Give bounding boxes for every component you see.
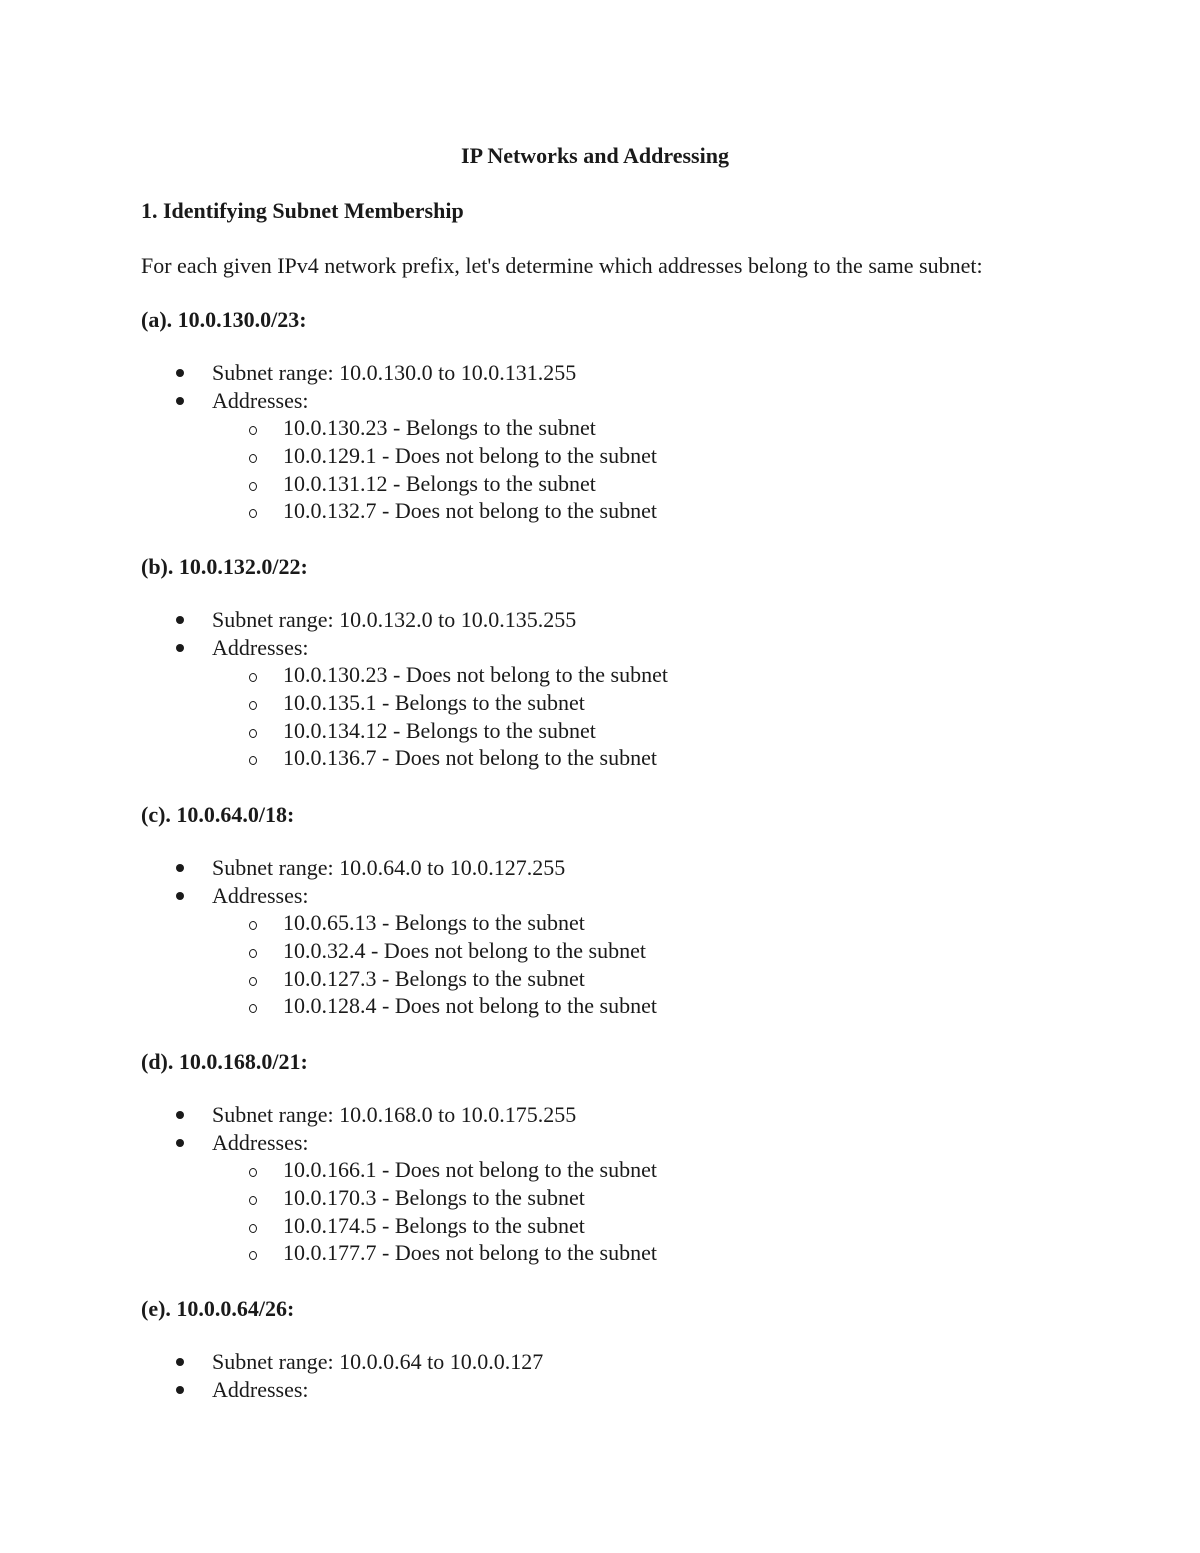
subnet-range-item (141, 359, 1141, 387)
address-item (212, 497, 1141, 525)
addresses-item (141, 1129, 1141, 1268)
subnet-range-text: Subnet range: 10.0.168.0 to 10.0.175.255 (212, 1102, 577, 1127)
circle-bullet-icon (249, 701, 257, 710)
section-heading: 1. Identifying Subnet Membership (141, 198, 464, 223)
circle-bullet-icon (249, 1004, 257, 1013)
address-text: 10.0.131.12 - Belongs to the subnet (283, 470, 596, 496)
address-list (212, 414, 1141, 525)
bullet-icon (176, 1386, 184, 1394)
subnet-label: (c). 10.0.64.0/18: (141, 802, 295, 827)
circle-bullet-icon (249, 509, 257, 518)
address-text: 10.0.166.1 - Does not belong to the subnet (283, 1157, 657, 1182)
address-item (212, 470, 1141, 498)
subnet-range-item (141, 1348, 1141, 1376)
circle-bullet-icon (249, 949, 257, 958)
address-item (212, 937, 1141, 965)
circle-bullet-icon (249, 1168, 257, 1177)
bullet-icon (176, 864, 184, 872)
address-list (212, 909, 1141, 1020)
circle-bullet-icon (249, 673, 257, 682)
bullet-icon (176, 1111, 184, 1119)
subnet-block-e (141, 1294, 1141, 1403)
subnet-details (141, 359, 1141, 525)
address-list (212, 661, 1141, 772)
circle-bullet-icon (249, 1224, 257, 1233)
circle-bullet-icon (249, 921, 257, 930)
address-text: 10.0.32.4 - Does not belong to the subnet (283, 937, 646, 963)
subnet-range-item (141, 606, 1141, 634)
address-text: 10.0.132.7 - Does not belong to the subnet (283, 498, 657, 524)
address-item (212, 689, 1141, 717)
addresses-label: Addresses: (212, 1129, 309, 1155)
circle-bullet-icon (249, 756, 257, 765)
address-text: 10.0.136.7 - Does not belong to the subnet (283, 745, 657, 771)
subnet-range-item (141, 1101, 1141, 1129)
address-text: 10.0.174.5 - Belongs to the subnet (283, 1212, 585, 1238)
circle-bullet-icon (249, 426, 257, 435)
bullet-icon (176, 1139, 184, 1147)
address-item (212, 1156, 1141, 1184)
subnet-range-text: Subnet range: 10.0.130.0 to 10.0.131.255 (212, 360, 577, 385)
page-title: IP Networks and Addressing (461, 143, 729, 168)
subnet-details (141, 606, 1141, 772)
circle-bullet-icon (249, 482, 257, 491)
subnet-block-c (141, 800, 1141, 1020)
subnet-label: (e). 10.0.0.64/26: (141, 1296, 295, 1321)
address-text: 10.0.130.23 - Belongs to the subnet (283, 415, 596, 440)
subnet-details (141, 1101, 1141, 1267)
address-text: 10.0.129.1 - Does not belong to the subnet (283, 442, 657, 468)
address-item (212, 1212, 1141, 1240)
address-text: 10.0.127.3 - Belongs to the subnet (283, 965, 585, 991)
intro-paragraph: For each given IPv4 network prefix, let's determine which addresses belong to the same subnet: (141, 253, 983, 278)
subnet-label: (b). 10.0.132.0/22: (141, 554, 308, 579)
bullet-icon (176, 397, 184, 405)
subnet-range-text: Subnet range: 10.0.132.0 to 10.0.135.255 (212, 607, 577, 632)
addresses-item (141, 1376, 1141, 1404)
circle-bullet-icon (249, 1251, 257, 1260)
bullet-icon (176, 644, 184, 652)
address-item (212, 744, 1141, 772)
address-item (212, 1239, 1141, 1267)
subnet-range-item (141, 854, 1141, 882)
circle-bullet-icon (249, 977, 257, 986)
address-text: 10.0.65.13 - Belongs to the subnet (283, 910, 585, 935)
subnet-block-b (141, 552, 1141, 772)
address-item (212, 1184, 1141, 1212)
subnet-block-d (141, 1047, 1141, 1267)
addresses-label: Addresses: (212, 882, 309, 908)
subnet-label: (a). 10.0.130.0/23: (141, 307, 307, 332)
addresses-label: Addresses: (212, 1376, 309, 1402)
subnet-label: (d). 10.0.168.0/21: (141, 1049, 308, 1074)
bullet-icon (176, 892, 184, 900)
addresses-label: Addresses: (212, 387, 309, 413)
address-item (212, 965, 1141, 993)
subnet-details (141, 1348, 1141, 1403)
circle-bullet-icon (249, 454, 257, 463)
addresses-item (141, 634, 1141, 773)
address-text: 10.0.130.23 - Does not belong to the subnet (283, 662, 668, 687)
address-text: 10.0.177.7 - Does not belong to the subnet (283, 1240, 657, 1266)
address-item (212, 661, 1141, 689)
addresses-label: Addresses: (212, 634, 309, 660)
circle-bullet-icon (249, 1196, 257, 1205)
address-item (212, 717, 1141, 745)
address-text: 10.0.135.1 - Belongs to the subnet (283, 689, 585, 715)
bullet-icon (176, 616, 184, 624)
bullet-icon (176, 1358, 184, 1366)
address-text: 10.0.170.3 - Belongs to the subnet (283, 1184, 585, 1210)
subnet-range-text: Subnet range: 10.0.64.0 to 10.0.127.255 (212, 855, 566, 880)
subnet-range-text: Subnet range: 10.0.0.64 to 10.0.0.127 (212, 1349, 544, 1374)
subnet-block-a (141, 305, 1141, 525)
circle-bullet-icon (249, 729, 257, 738)
address-item (212, 442, 1141, 470)
subnet-details (141, 854, 1141, 1020)
addresses-item (141, 882, 1141, 1021)
addresses-item (141, 387, 1141, 526)
address-item (212, 414, 1141, 442)
address-item (212, 909, 1141, 937)
address-text: 10.0.134.12 - Belongs to the subnet (283, 717, 596, 743)
address-text: 10.0.128.4 - Does not belong to the subnet (283, 993, 657, 1019)
address-item (212, 992, 1141, 1020)
bullet-icon (176, 369, 184, 377)
address-list (212, 1156, 1141, 1267)
